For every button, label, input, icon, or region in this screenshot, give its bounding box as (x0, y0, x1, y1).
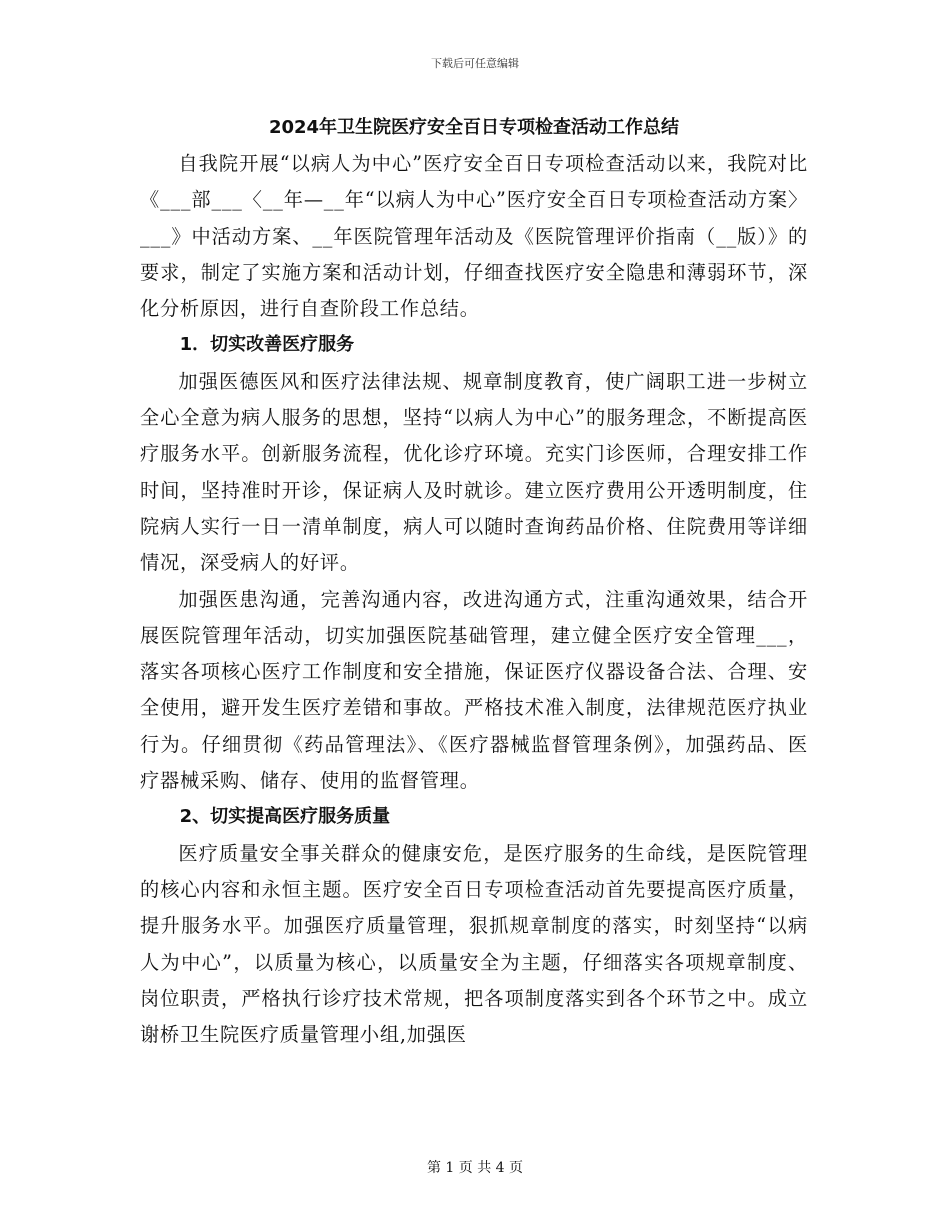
document-title: 2024年卫生院医疗安全百日专项检查活动工作总结 (268, 117, 680, 138)
page-footer: 第 1 页 共 4 页 (426, 1160, 524, 1176)
document-body (140, 110, 808, 1053)
header-note: 下载后可任意编辑 (431, 57, 519, 70)
intro-paragraph: 自我院开展“以病人为中心”医疗安全百日专项检查活动以来，我院对比《___部___〈__年—__年“以病人为中心”医疗安全百日专项检查活动方案〉___》中活动方案、__年医院管理年活动及《医院管理评价指南（__版）》的要求，制定了实施方案和活动计划，仔细查找医疗安全隐患和薄弱环节，深化分析原因，进行自查阶段工作总结。 (140, 152, 808, 321)
section-2-heading: 2、切实提高医疗服务质量 (179, 806, 391, 828)
section-1-paragraph-2: 加强医患沟通，完善沟通内容，改进沟通方式，注重沟通效果，结合开展医院管理年活动，切实加强医院基础管理，建立健全医疗安全管理___，落实各项核心医疗工作制度和安全措施，保证医疗仪器设备合法、合理、安全使用，避开发生医疗差错和事故。严格技术准入制度，法律规范医疗执业行为。仔细贯彻《药品管理法》、《医疗器械监督管理条例》，加强药品、医疗器械采购、储存、使用的监督管理。 (140, 587, 808, 793)
section-1-heading: 1．切实改善医疗服务 (179, 334, 355, 356)
section-2-paragraph-1: 医疗质量安全事关群众的健康安危，是医疗服务的生命线，是医院管理的核心内容和永恒主题。医疗安全百日专项检查活动首先要提高医疗质量，提升服务水平。加强医疗质量管理，狠抓规章制度的落实，时刻坚持“以病人为中心”，以质量为核心，以质量安全为主题，仔细落实各项规章制度、岗位职责，严格执行诊疗技术常规，把各项制度落实到各个环节之中。成立谢桥卫生院医疗质量管理小组,加强医 (140, 841, 808, 1047)
section-1-paragraph-1: 加强医德医风和医疗法律法规、规章制度教育，使广阔职工进一步树立全心全意为病人服务的思想，坚持“以病人为中心”的服务理念，不断提高医疗服务水平。创新服务流程，优化诊疗环境。充实门诊医师，合理安排工作时间，坚持准时开诊，保证病人及时就诊。建立医疗费用公开透明制度，住院病人实行一日一清单制度，病人可以随时查询药品价格、住院费用等详细情况，深受病人的好评。 (140, 369, 808, 575)
